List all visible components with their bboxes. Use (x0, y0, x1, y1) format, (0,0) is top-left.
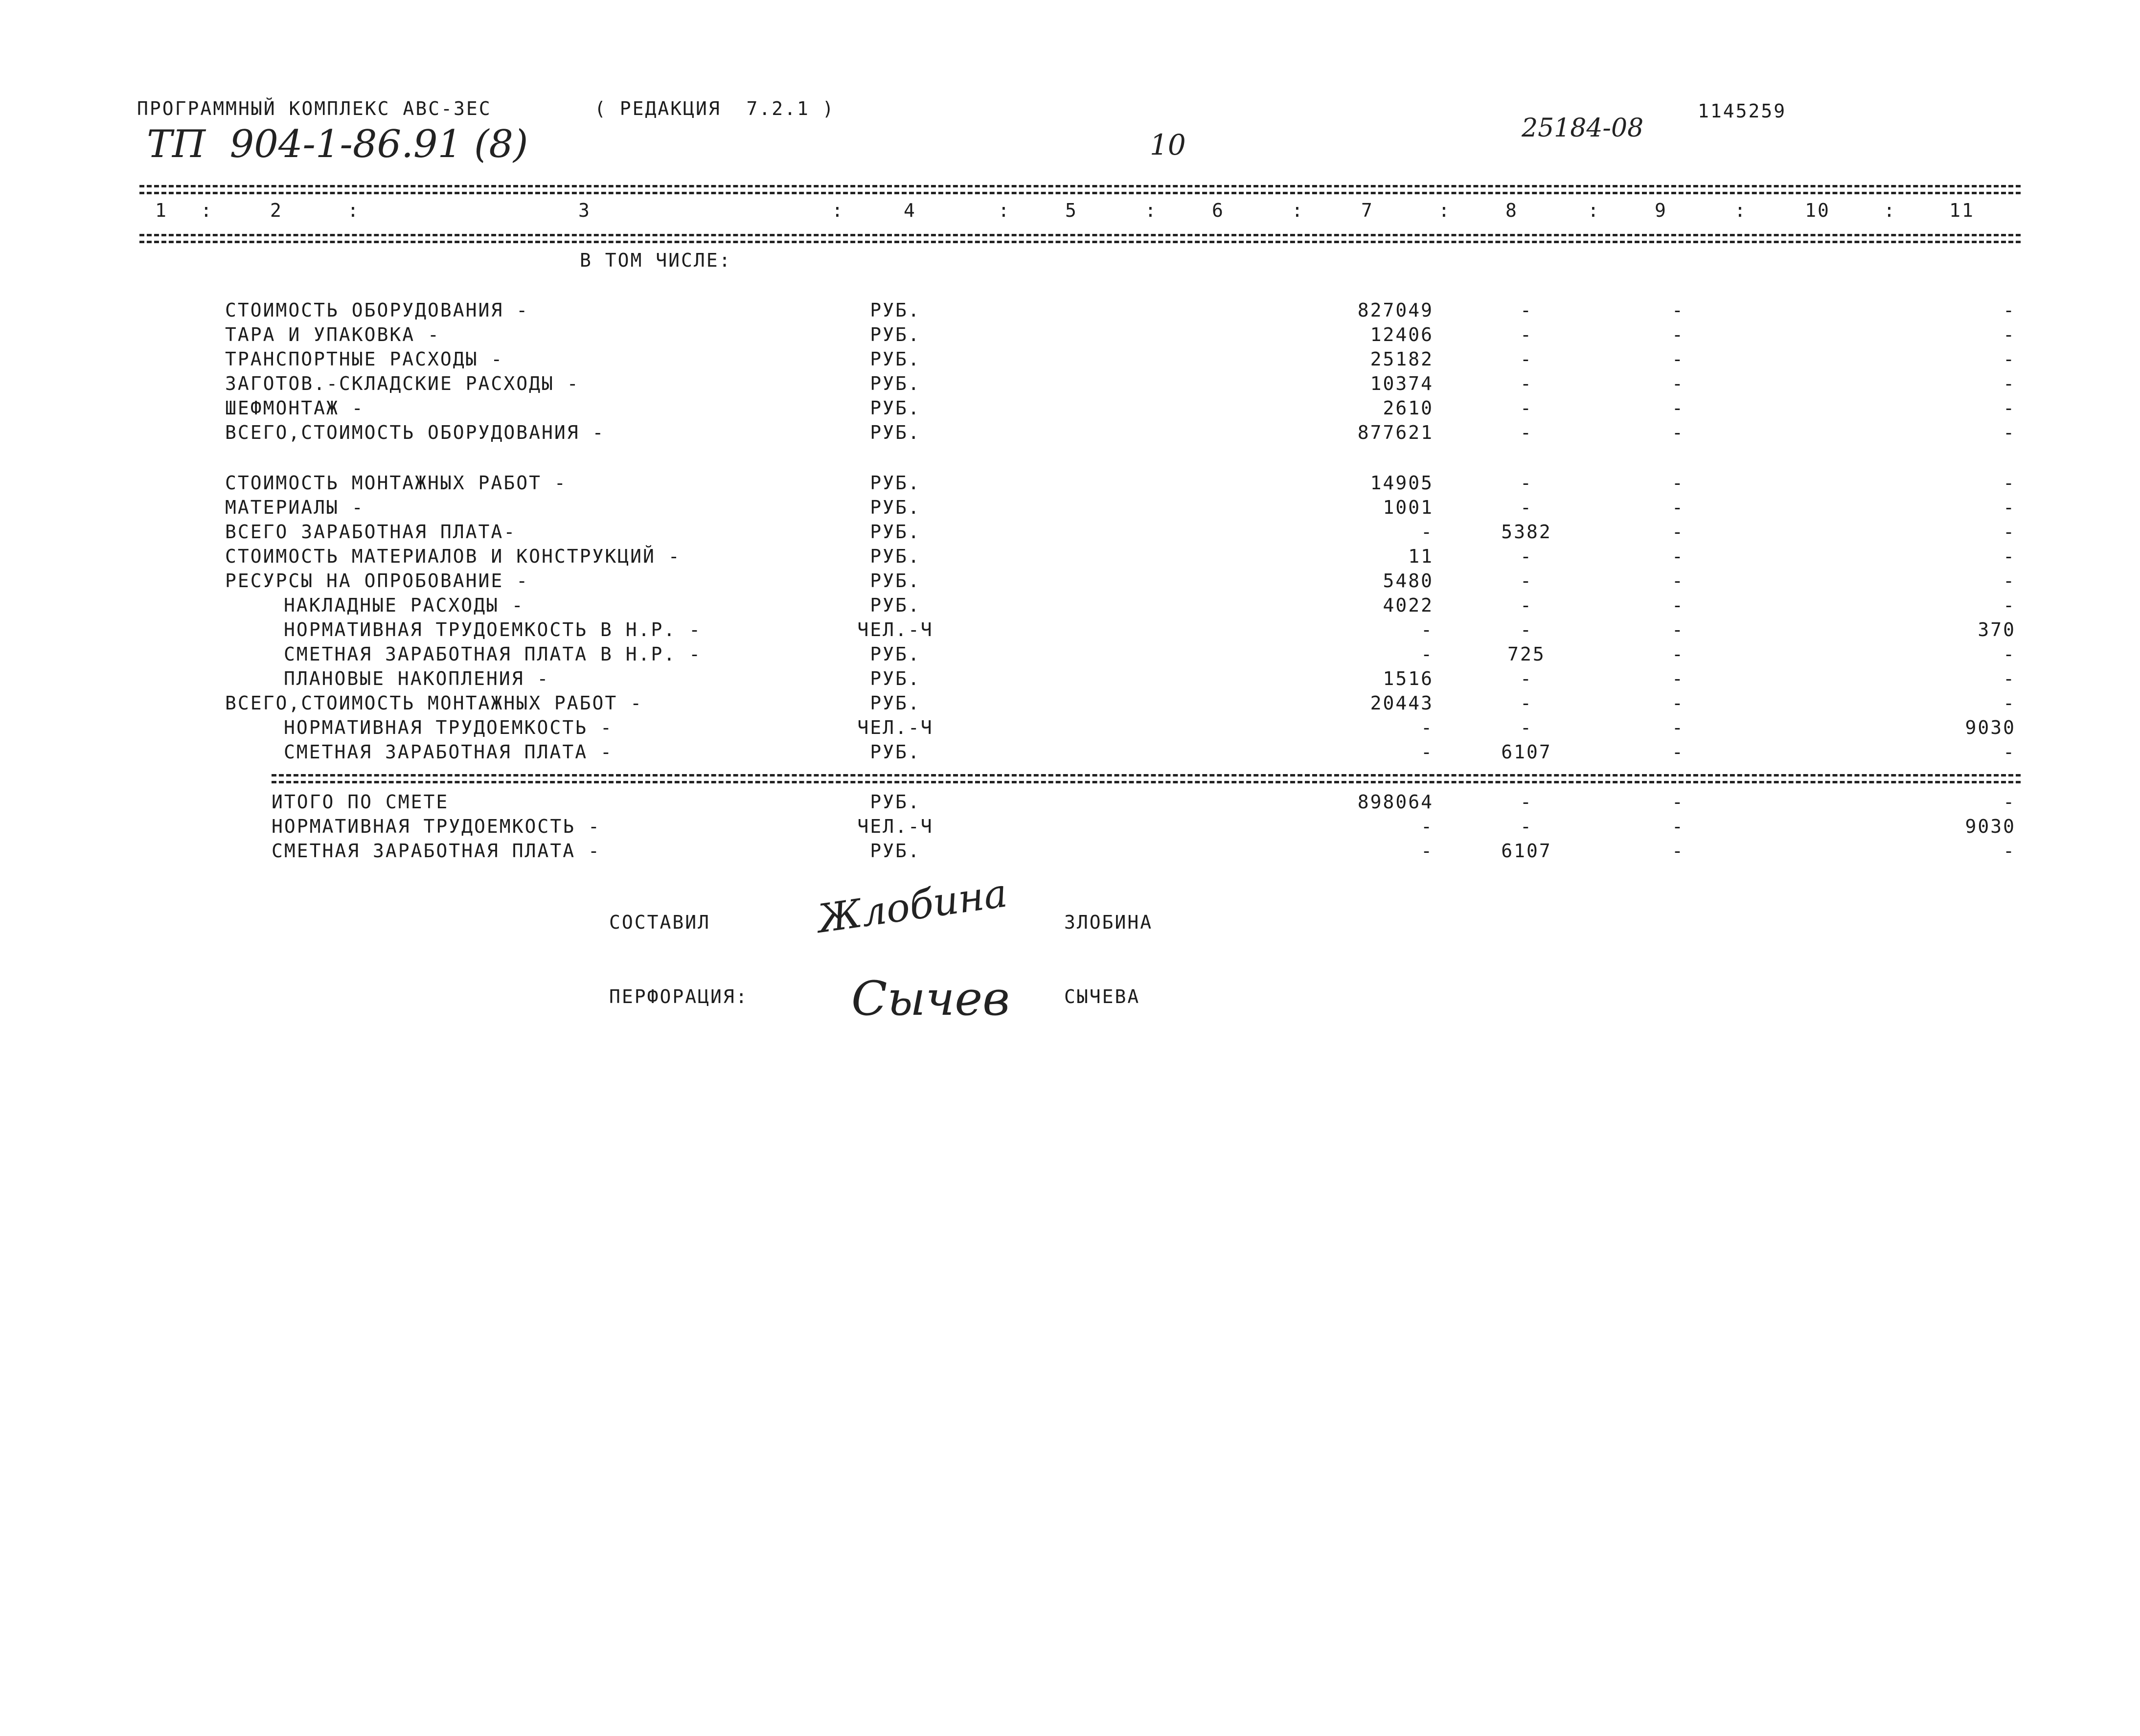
column-separator: : (1145, 200, 1158, 221)
row-name: НАКЛАДНЫЕ РАСХОДЫ - (284, 594, 524, 616)
col11-value: - (2003, 791, 2016, 813)
col7-value: - (1421, 840, 1434, 862)
row-unit: РУБ. (870, 570, 921, 592)
header-bottom-rule-2 (139, 241, 2021, 243)
row-name: ЗАГОТОВ.-СКЛАДСКИЕ РАСХОДЫ - (225, 373, 580, 394)
col8-value: - (1520, 619, 1533, 640)
column-separator: : (201, 200, 213, 221)
col11-value: - (2003, 299, 2016, 321)
col8-value: 6107 (1501, 840, 1552, 862)
col11-value: - (2003, 668, 2016, 689)
col11-value: - (2003, 497, 2016, 518)
row-name: СМЕТНАЯ ЗАРАБОТНАЯ ПЛАТА - (284, 741, 613, 763)
col7-value: - (1421, 717, 1434, 738)
col8-value: 5382 (1501, 521, 1552, 543)
column-number-3: 3 (578, 200, 591, 221)
column-number-1: 1 (155, 200, 168, 221)
signature-sycheva: Сычев (851, 971, 1010, 1026)
row-name: СМЕТНАЯ ЗАРАБОТНАЯ ПЛАТА В Н.Р. - (284, 643, 702, 665)
row-unit: ЧЕЛ.-Ч (857, 619, 933, 640)
column-number-6: 6 (1212, 200, 1225, 221)
total-rule-2 (272, 781, 2021, 783)
col8-value: 6107 (1501, 741, 1552, 763)
header-bottom-rule-1 (139, 234, 2021, 236)
col9-value: - (1672, 521, 1685, 543)
top-rule-1 (139, 185, 2021, 187)
col8-value: 725 (1507, 643, 1546, 665)
row-name: СМЕТНАЯ ЗАРАБОТНАЯ ПЛАТА - (272, 840, 601, 862)
col11-value: 9030 (1965, 717, 2016, 738)
row-name: СТОИМОСТЬ МОНТАЖНЫХ РАБОТ - (225, 472, 567, 494)
col9-value: - (1672, 643, 1685, 665)
col8-value: - (1520, 299, 1533, 321)
column-separator: : (1884, 200, 1896, 221)
col9-value: - (1672, 692, 1685, 714)
column-separator: : (347, 200, 360, 221)
col11-value: 370 (1978, 619, 2016, 640)
section-title: В ТОМ ЧИСЛЕ: (580, 250, 732, 271)
col9-value: - (1672, 816, 1685, 837)
column-number-7: 7 (1361, 200, 1374, 221)
row-unit: РУБ. (870, 497, 921, 518)
col7-value: 4022 (1383, 594, 1434, 616)
program-title: ПРОГРАММНЫЙ КОМПЛЕКС АВС-ЗЕС (137, 98, 492, 119)
handwritten-project-code: ТП 904-1-86.91 (8) (147, 122, 528, 166)
row-unit: РУБ. (870, 643, 921, 665)
col11-value: - (2003, 397, 2016, 419)
col7-value: 1516 (1383, 668, 1434, 689)
column-number-5: 5 (1065, 200, 1078, 221)
col7-value: 827049 (1357, 299, 1434, 321)
column-number-8: 8 (1505, 200, 1518, 221)
row-unit: РУБ. (870, 422, 921, 443)
col11-value: - (2003, 422, 2016, 443)
row-unit: РУБ. (870, 840, 921, 862)
row-unit: ЧЕЛ.-Ч (857, 816, 933, 837)
row-name: ВСЕГО,СТОИМОСТЬ МОНТАЖНЫХ РАБОТ - (225, 692, 643, 714)
row-unit: РУБ. (870, 397, 921, 419)
row-name: ВСЕГО ЗАРАБОТНАЯ ПЛАТА- (225, 521, 517, 543)
col7-value: 1001 (1383, 497, 1434, 518)
row-unit: РУБ. (870, 668, 921, 689)
row-unit: РУБ. (870, 594, 921, 616)
perforation-name: СЫЧЕВА (1064, 986, 1140, 1007)
col11-value: - (2003, 348, 2016, 370)
col7-value: 2610 (1383, 397, 1434, 419)
handwritten-page-number: 10 (1150, 128, 1186, 161)
column-number-10: 10 (1805, 200, 1830, 221)
row-unit: РУБ. (870, 521, 921, 543)
col11-value: - (2003, 594, 2016, 616)
row-name: НОРМАТИВНАЯ ТРУДОЕМКОСТЬ В Н.Р. - (284, 619, 702, 640)
col9-value: - (1672, 546, 1685, 567)
col7-value: - (1421, 816, 1434, 837)
col9-value: - (1672, 619, 1685, 640)
handwritten-sheet-code: 25184-08 (1522, 114, 1644, 143)
col9-value: - (1672, 570, 1685, 592)
column-number-2: 2 (270, 200, 283, 221)
col9-value: - (1672, 717, 1685, 738)
col9-value: - (1672, 324, 1685, 345)
row-name: НОРМАТИВНАЯ ТРУДОЕМКОСТЬ - (272, 816, 601, 837)
edition-label: ( РЕДАКЦИЯ 7.2.1 ) (594, 98, 835, 119)
column-number-11: 11 (1949, 200, 1975, 221)
col7-value: 25182 (1370, 348, 1434, 370)
row-name: РЕСУРСЫ НА ОПРОБОВАНИЕ - (225, 570, 529, 592)
row-unit: ЧЕЛ.-Ч (857, 717, 933, 738)
col7-value: 12406 (1370, 324, 1434, 345)
col9-value: - (1672, 594, 1685, 616)
col11-value: - (2003, 692, 2016, 714)
row-unit: РУБ. (870, 373, 921, 394)
row-name: ВСЕГО,СТОИМОСТЬ ОБОРУДОВАНИЯ - (225, 422, 605, 443)
col7-value: 11 (1408, 546, 1434, 567)
col7-value: - (1421, 741, 1434, 763)
row-unit: РУБ. (870, 299, 921, 321)
col9-value: - (1672, 472, 1685, 494)
col8-value: - (1520, 717, 1533, 738)
col8-value: - (1520, 422, 1533, 443)
col9-value: - (1672, 373, 1685, 394)
column-separator: : (1588, 200, 1600, 221)
composed-name: ЗЛОБИНА (1064, 912, 1153, 933)
col8-value: - (1520, 348, 1533, 370)
col11-value: - (2003, 643, 2016, 665)
row-unit: РУБ. (870, 472, 921, 494)
col11-value: - (2003, 472, 2016, 494)
row-unit: РУБ. (870, 348, 921, 370)
col9-value: - (1672, 497, 1685, 518)
top-rule-2 (139, 192, 2021, 194)
column-number-9: 9 (1655, 200, 1667, 221)
col8-value: - (1520, 497, 1533, 518)
col7-value: 5480 (1383, 570, 1434, 592)
column-number-4: 4 (904, 200, 916, 221)
col7-value: - (1421, 643, 1434, 665)
column-separator: : (832, 200, 844, 221)
col8-value: - (1520, 546, 1533, 567)
column-separator: : (1438, 200, 1451, 221)
col9-value: - (1672, 422, 1685, 443)
row-name: СТОИМОСТЬ ОБОРУДОВАНИЯ - (225, 299, 529, 321)
row-unit: РУБ. (870, 692, 921, 714)
row-name: МАТЕРИАЛЫ - (225, 497, 364, 518)
row-unit: РУБ. (870, 741, 921, 763)
total-rule-1 (272, 774, 2021, 777)
col9-value: - (1672, 668, 1685, 689)
col9-value: - (1672, 741, 1685, 763)
row-unit: РУБ. (870, 546, 921, 567)
col11-value: - (2003, 840, 2016, 862)
document-number: 1145259 (1698, 100, 1787, 122)
col8-value: - (1520, 692, 1533, 714)
col7-value: 14905 (1370, 472, 1434, 494)
col8-value: - (1520, 373, 1533, 394)
perforation-label: ПЕРФОРАЦИЯ: (609, 986, 749, 1007)
row-unit: РУБ. (870, 324, 921, 345)
col7-value: 898064 (1357, 791, 1434, 813)
col11-value: - (2003, 546, 2016, 567)
col11-value: 9030 (1965, 816, 2016, 837)
row-name: НОРМАТИВНАЯ ТРУДОЕМКОСТЬ - (284, 717, 613, 738)
col9-value: - (1672, 397, 1685, 419)
column-separator: : (1734, 200, 1747, 221)
row-name: ПЛАНОВЫЕ НАКОПЛЕНИЯ - (284, 668, 550, 689)
col11-value: - (2003, 324, 2016, 345)
row-name: ИТОГО ПО СМЕТЕ (272, 791, 449, 813)
col8-value: - (1520, 472, 1533, 494)
col7-value: 20443 (1370, 692, 1434, 714)
row-unit: РУБ. (870, 791, 921, 813)
col8-value: - (1520, 324, 1533, 345)
column-separator: : (998, 200, 1011, 221)
col7-value: 877621 (1357, 422, 1434, 443)
signature-zlobina: Жлобина (815, 870, 1010, 942)
col8-value: - (1520, 570, 1533, 592)
row-name: ТРАНСПОРТНЫЕ РАСХОДЫ - (225, 348, 504, 370)
col9-value: - (1672, 348, 1685, 370)
row-name: ТАРА И УПАКОВКА - (225, 324, 440, 345)
col7-value: - (1421, 619, 1434, 640)
col9-value: - (1672, 791, 1685, 813)
col8-value: - (1520, 397, 1533, 419)
col11-value: - (2003, 373, 2016, 394)
col9-value: - (1672, 299, 1685, 321)
col9-value: - (1672, 840, 1685, 862)
composed-label: СОСТАВИЛ (609, 912, 711, 933)
col7-value: - (1421, 521, 1434, 543)
col11-value: - (2003, 521, 2016, 543)
col8-value: - (1520, 791, 1533, 813)
col7-value: 10374 (1370, 373, 1434, 394)
column-separator: : (1292, 200, 1304, 221)
row-name: ШЕФМОНТАЖ - (225, 397, 364, 419)
col11-value: - (2003, 741, 2016, 763)
col8-value: - (1520, 816, 1533, 837)
col8-value: - (1520, 594, 1533, 616)
row-name: СТОИМОСТЬ МАТЕРИАЛОВ И КОНСТРУКЦИЙ - (225, 546, 681, 567)
col8-value: - (1520, 668, 1533, 689)
col11-value: - (2003, 570, 2016, 592)
